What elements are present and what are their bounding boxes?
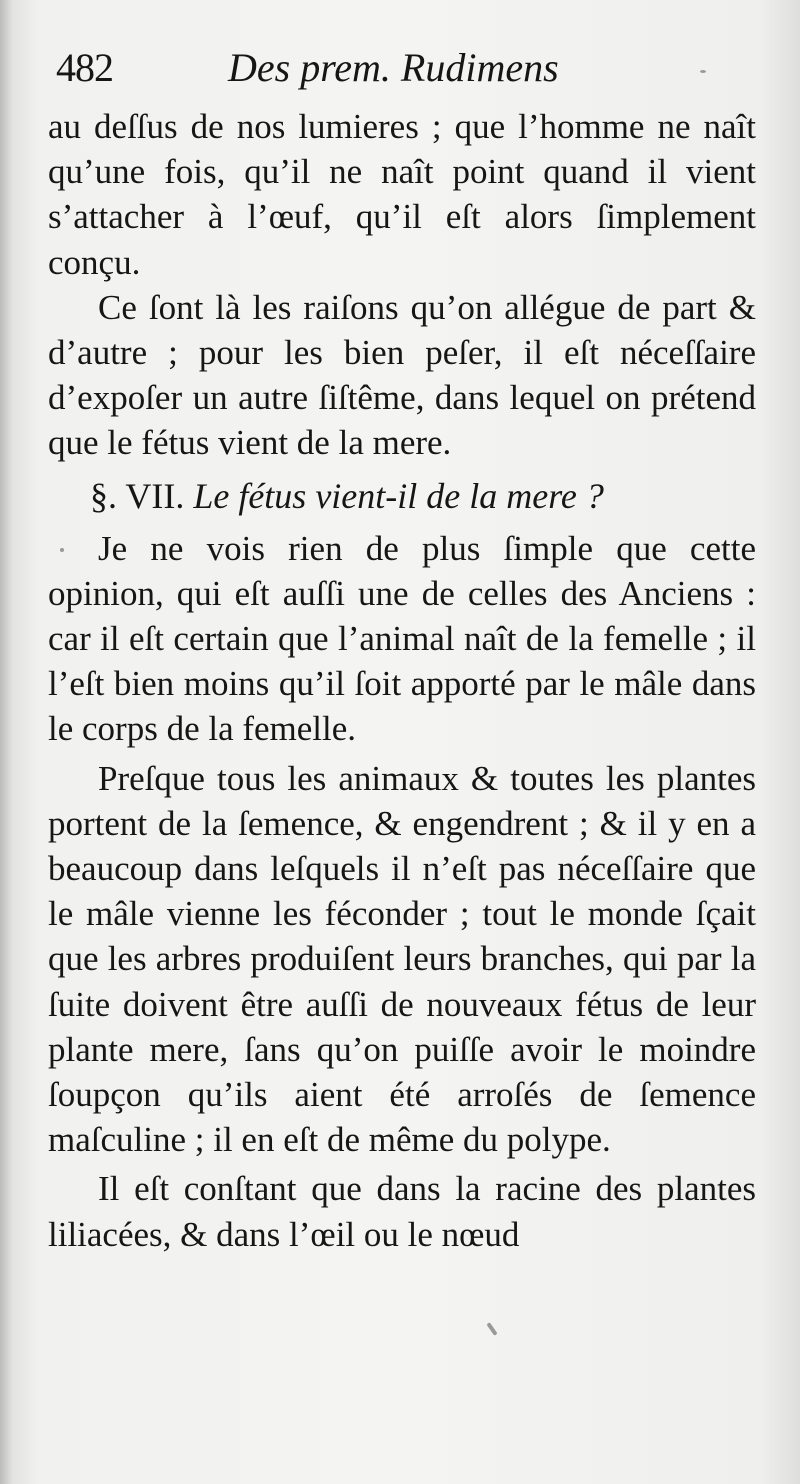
paragraph: Preſque tous les animaux & toutes les plantes portent de la ſemence, & engendrent ; & il y en a beaucoup dans leſquels il n’eſt pas néceſſaire que le mâle vienne les féconder ; tout le monde ſçait que les arbres produiſent leurs branches, qui par la ſuite doivent être auſſi de nouveaux fétus de leur plante mere, ſans qu’on puiſſe avoir le moindre ſoupçon qu’ils aient été arroſés de ſemence maſculine ; il en eſt de même du polype. xyxy=(48,758,756,1160)
section-title: Le fétus vient-il de la mere ? xyxy=(193,475,604,516)
page-number: 482 xyxy=(56,45,113,90)
paragraph-continued: au deſſus de nos lumieres ; que l’homme ne naît qu’une fois, qu’il ne naît point quand il vient s’attacher à l’œuf, qu’il eſt alors ſimplement conçu. xyxy=(48,107,756,282)
running-title: Des prem. Rudimens xyxy=(228,45,559,90)
page-header xyxy=(56,38,756,98)
page-gutter xyxy=(0,0,14,1484)
section-heading xyxy=(48,470,756,522)
paragraph: Je ne vois rien de plus ſimple que cette opinion, qui eſt auſſi une de celles des Anciens : car il eſt certain que l’animal naît de la femelle ; il l’eſt bien moins qu’il ſoit apporté par le mâle dans le corps de la femelle. xyxy=(48,528,756,749)
body-text xyxy=(48,104,756,1257)
section-number: §. VII. xyxy=(90,475,185,516)
paragraph: Ce ſont là les raiſons qu’on allégue de part & d’autre ; pour les bien peſer, il eſt néceſſaire d’expoſer un autre ſiſtême, dans lequel on prétend que le fétus vient de la mere. xyxy=(48,287,756,463)
paper-speck xyxy=(700,70,706,73)
paper-speck xyxy=(486,1322,497,1336)
paper-speck xyxy=(60,548,64,552)
paragraph: Il eſt conſtant que dans la racine des plantes liliacées, & dans l’œil ou le nœud xyxy=(48,1169,756,1254)
